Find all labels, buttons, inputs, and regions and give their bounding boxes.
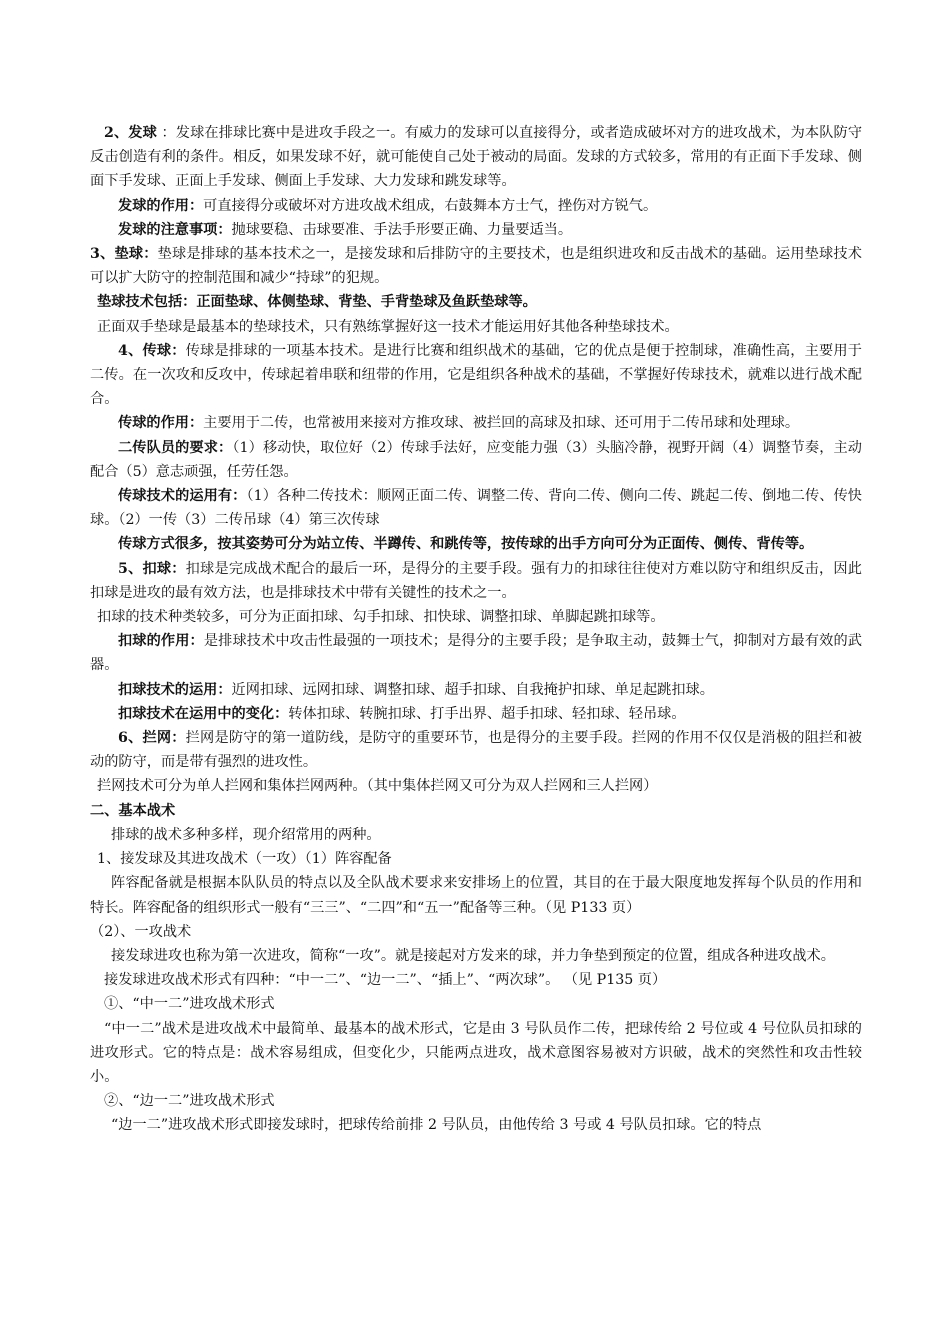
bold-text: 传球方式很多，按其姿势可分为站立传、半蹲传、和跳传等，按传球的出手方向可分为正面传、侧传、背传等。 (118, 536, 814, 553)
paragraph-tactics-heading (90, 799, 862, 823)
paragraph-block-intro (90, 726, 862, 774)
paragraph-receive-attack (90, 944, 862, 968)
body-text: 1、接发球及其进攻战术（一攻）（1）阵容配备 (97, 851, 392, 868)
body-text: 扣球是完成战术配合的最后一环，是得分的主要手段。强有力的扣球往往使对方难以防守和组织反击，因此扣球是进攻的最有效方法，也是排球技术中带有关键性的技术之一。 (90, 560, 862, 601)
body-text: 可直接得分或破坏对方进攻战术组成，右鼓舞本方士气，挫伤对方锐气。 (203, 197, 658, 214)
bold-text: 垫球技术包括：正面垫球、体侧垫球、背垫、手背垫球及鱼跃垫球等。 (97, 294, 537, 311)
paragraph-serve-role (90, 194, 862, 218)
paragraph-setter-req (90, 436, 862, 484)
body-text: 垫球是排球的基本技术之一，是接发球和后排防守的主要技术，也是组织进攻和反击战术的基础。运用垫球技术可以扩大防守的控制范围和减少“持球”的犯规。 (90, 246, 862, 287)
body-text: ①、“中一二”进攻战术形式 (104, 996, 275, 1013)
paragraph-spike-intro (90, 557, 862, 605)
bold-text: 5、扣球： (118, 560, 186, 577)
bold-text: 二传队员的要求： (118, 439, 233, 456)
paragraph-serve-notes (90, 218, 862, 242)
paragraph-first-attack (90, 847, 862, 871)
bold-text: 传球技术的运用有： (118, 488, 247, 505)
paragraph-spike-usage (90, 678, 862, 702)
paragraph-form2-body (90, 1113, 862, 1137)
bold-text: 4、传球： (118, 342, 186, 359)
bold-text: 3、垫球： (90, 246, 158, 263)
paragraph-spike-kinds (90, 605, 862, 629)
bold-text: 发球的作用： (118, 197, 204, 214)
paragraph-first-attack-2 (90, 920, 862, 944)
body-text: 近网扣球、远网扣球、调整扣球、超手扣球、自我掩护扣球、单足起跳扣球。 (231, 681, 714, 698)
bold-text: 扣球技术在运用中的变化： (118, 705, 289, 722)
body-text: 接发球进攻战术形式有四种：“中一二”、“边一二”、“插上”、“两次球”。 （见 P135 页） (104, 972, 667, 989)
bold-text: 扣球的作用： (118, 633, 204, 650)
paragraph-dig-tech (90, 290, 862, 314)
paragraph-set-types (90, 532, 862, 556)
paragraph-set-role (90, 411, 862, 435)
paragraph-dig-intro (90, 242, 862, 290)
bold-text: 传球的作用： (118, 415, 204, 432)
bold-text: 发球的注意事项： (118, 221, 232, 238)
body-text: 排球的战术多种多样，现介绍常用的两种。 (111, 826, 381, 843)
body-text: 扣球的技术种类较多，可分为正面扣球、勾手扣球、扣快球、调整扣球、单脚起跳扣球等。 (97, 609, 665, 626)
bold-text: 二、基本战术 (90, 802, 176, 819)
paragraph-form1-body (90, 1017, 862, 1090)
paragraph-four-forms (90, 968, 862, 992)
paragraph-serve-intro (90, 121, 862, 194)
paragraph-spike-role (90, 629, 862, 677)
paragraph-form2-title (90, 1089, 862, 1113)
body-text: 拦网是防守的第一道防线，是防守的重要环节，也是得分的主要手段。拦网的作用不仅仅是消极的阻拦和被动的防守，而是带有强烈的进攻性。 (90, 730, 862, 771)
bold-text: 2、发球 (104, 125, 157, 141)
bold-text: 扣球技术的运用： (118, 681, 232, 698)
paragraph-lineup (90, 871, 862, 919)
body-text: （2）、一攻战术 (90, 923, 192, 940)
body-text: 阵容配备就是根据本队队员的特点以及全队战术要求来安排场上的位置，其目的在于最大限度地发挥每个队员的作用和特长。阵容配备的组织形式一般有“三三”、“二四”和“五一”配备等三种。（见 P133 页） (90, 875, 862, 916)
body-text: “中一二”战术是进攻战术中最简单、最基本的战术形式，它是由 3 号队员作二传，把球传给 2 号位或 4 号位队员扣球的进攻形式。它的特点是：战术容易组成，但变化少，只能两点进攻，战术意图容易被对方识破，战术的突然性和攻击性较小。 (90, 1020, 862, 1085)
paragraph-tactics-intro (90, 823, 862, 847)
paragraph-set-intro (90, 339, 862, 412)
body-text: “边一二”进攻战术形式即接发球时，把球传给前排 2 号队员，由他传给 3 号或 4 号队员扣球。它的特点 (111, 1117, 762, 1134)
paragraph-form1-title (90, 992, 862, 1016)
paragraph-block-kinds (90, 774, 862, 798)
paragraph-spike-vary (90, 702, 862, 726)
body-text: 正面双手垫球是最基本的垫球技术，只有熟练掌握好这一技术才能运用好其他各种垫球技术。 (97, 318, 679, 335)
body-text: 主要用于二传，也常被用来接对方推攻球、被拦回的高球及扣球、还可用于二传吊球和处理球。 (203, 415, 800, 432)
bold-text: 6、拦网： (118, 730, 186, 747)
body-text: 传球是排球的一项基本技术。是进行比赛和组织战术的基础，它的优点是便于控制球，准确性高，主要用于二传。在一次攻和反攻中，传球起着串联和纽带的作用，它是组织各种战术的基础，不掌握好传球技术，就难以进行战术配合。 (90, 342, 862, 408)
body-text: （1）各种二传技术：顺网正面二传、调整二传、背向二传、侧向二传、跳起二传、倒地二传、传快球。（2）一传（3）二传吊球（4）第三次传球 (90, 488, 862, 529)
body-text: ：发球在排球比赛中是进攻手段之一。有威力的发球可以直接得分，或者造成破坏对方的进攻战术，为本队防守反击创造有利的条件。相反，如果发球不好，就可能使自己处于被动的局面。发球的方式较多，常用的有正面下手发球、侧面下手发球、正面上手发球、侧面上手发球、大力发球和跳发球等。 (90, 125, 863, 190)
body-text: （1）移动快，取位好（2）传球手法好，应变能力强（3）头脑冷静，视野开阔（4）调整节奏，主动配合（5）意志顽强，任劳任怨。 (90, 439, 862, 480)
document-body (90, 121, 862, 1138)
body-text: 抛球要稳、击球要准、手法手形要正确、力量要适当。 (231, 221, 573, 238)
body-text: 拦网技术可分为单人拦网和集体拦网两种。（其中集体拦网又可分为双人拦网和三人拦网） (97, 778, 658, 795)
body-text: 是排球技术中攻击性最强的一项技术；是得分的主要手段；是争取主动，鼓舞士气，抑制对方最有效的武器。 (90, 633, 862, 674)
body-text: 接发球进攻也称为第一次进攻，简称“一攻”。就是接起对方发来的球，并力争垫到预定的位置，组成各种进攻战术。 (111, 947, 835, 964)
paragraph-dig-basic (90, 315, 862, 339)
paragraph-set-usage (90, 484, 862, 532)
body-text: ②、“边一二”进攻战术形式 (104, 1093, 275, 1110)
body-text: 转体扣球、转腕扣球、打手出界、超手扣球、轻扣球、轻吊球。 (288, 705, 686, 722)
